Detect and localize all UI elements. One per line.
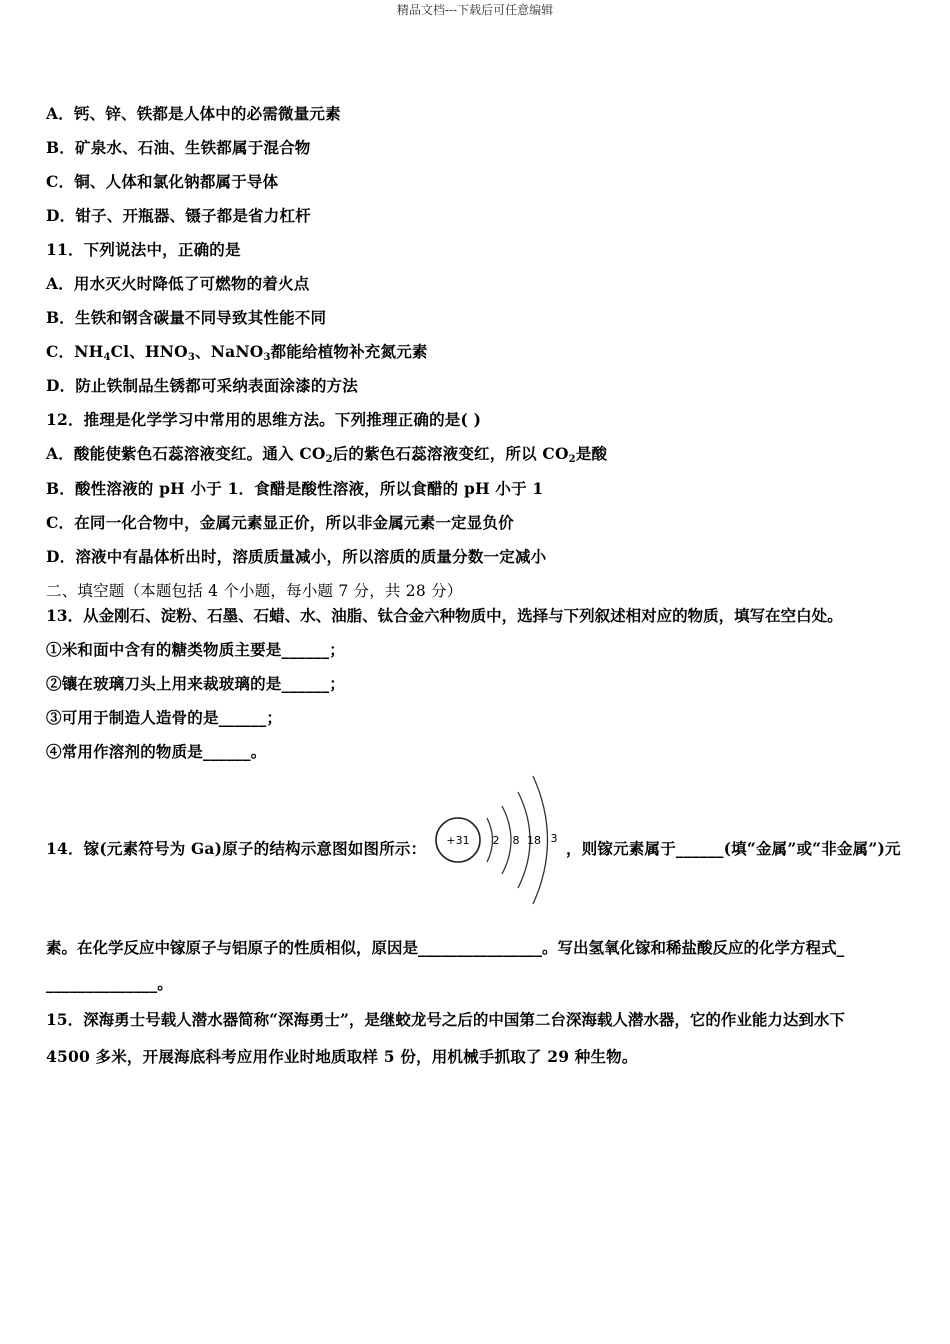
shell-1-electrons: 2	[492, 834, 500, 847]
q14-line-3: ______________。	[46, 974, 174, 993]
q14-stem-after: ，则镓元素属于______(填“金属”或“非金属”)元	[566, 839, 901, 858]
nucleus-charge: +31	[446, 834, 470, 847]
q11-option-b: B．生铁和钢含碳量不同导致其性能不同	[46, 308, 327, 327]
shell-4-electrons: 3	[550, 832, 558, 845]
q13-item-4: ④常用作溶剂的物质是______。	[46, 742, 267, 761]
q14-stem-before: 14．镓(元素符号为 Ga)原子的结构示意图如图所示：	[46, 839, 427, 858]
shell-2-electrons: 8	[512, 834, 520, 847]
q11-stem: 11．下列说法中，正确的是	[46, 240, 241, 259]
q12-option-d: D．溶液中有晶体析出时，溶质质量减小，所以溶质的质量分数一定减小	[46, 547, 547, 566]
q10-option-b: B．矿泉水、石油、生铁都属于混合物	[46, 138, 311, 157]
q11-option-c: C．$NH_4Cl$、$HNO_3$、NaNO$_3$都能给植物补充氮元素	[46, 342, 428, 363]
q14-line-2: 素。在化学反应中镓原子与铝原子的性质相似，原因是________________。写出氢氧化镓和稀盐酸反应的化学方程式_	[46, 938, 845, 957]
q15-line-2: 4500 多米，开展海底科考应用作业时地质取样 5 份，用机械手抓取了 29 种生物。	[46, 1047, 638, 1066]
q12-option-a: A．酸能使紫色石蕊溶液变红。通入 $CO_2$后的紫色石蕊溶液变红，所以 $CO_2$是酸	[46, 444, 608, 465]
section-2-title: 二、填空题（本题包括 4 个小题，每小题 7 分，共 28 分）	[46, 582, 463, 600]
q13-item-2: ②镶在玻璃刀头上用来裁玻璃的是______；	[46, 674, 345, 693]
page-header: 精品文档---下载后可任意编辑	[396, 3, 554, 17]
q12-option-b: B．酸性溶液的 pH 小于 1．食醋是酸性溶液，所以食醋的 pH 小于 1	[46, 479, 544, 498]
q13-item-3: ③可用于制造人造骨的是______；	[46, 708, 283, 727]
q13-item-1: ①米和面中含有的糖类物质主要是______；	[46, 640, 345, 659]
shell-3-electrons: 18	[527, 834, 541, 847]
q13-stem: 13．从金刚石、淀粉、石墨、石蜡、水、油脂、钛合金六种物质中，选择与下列叙述相对应的物质，填写在空白处。	[46, 606, 843, 625]
q12-option-c: C．在同一化合物中，金属元素显正价，所以非金属元素一定显负价	[46, 513, 514, 532]
gallium-atom-structure-diagram	[432, 768, 562, 908]
q10-option-a: A．钙、锌、铁都是人体中的必需微量元素	[46, 104, 341, 123]
q15-line-1: 15．深海勇士号载人潜水器简称“深海勇士”，是继蛟龙号之后的中国第二台深海载人潜水器，它的作业能力达到水下	[46, 1010, 845, 1029]
q10-option-d: D．钳子、开瓶器、镊子都是省力杠杆	[46, 206, 311, 225]
q11-option-d: D．防止铁制品生锈都可采纳表面涂漆的方法	[46, 376, 358, 395]
q12-stem: 12．推理是化学学习中常用的思维方法。下列推理正确的是( )	[46, 410, 482, 429]
q10-option-c: C．铜、人体和氯化钠都属于导体	[46, 172, 279, 191]
q11-option-a: A．用水灭火时降低了可燃物的着火点	[46, 274, 310, 293]
